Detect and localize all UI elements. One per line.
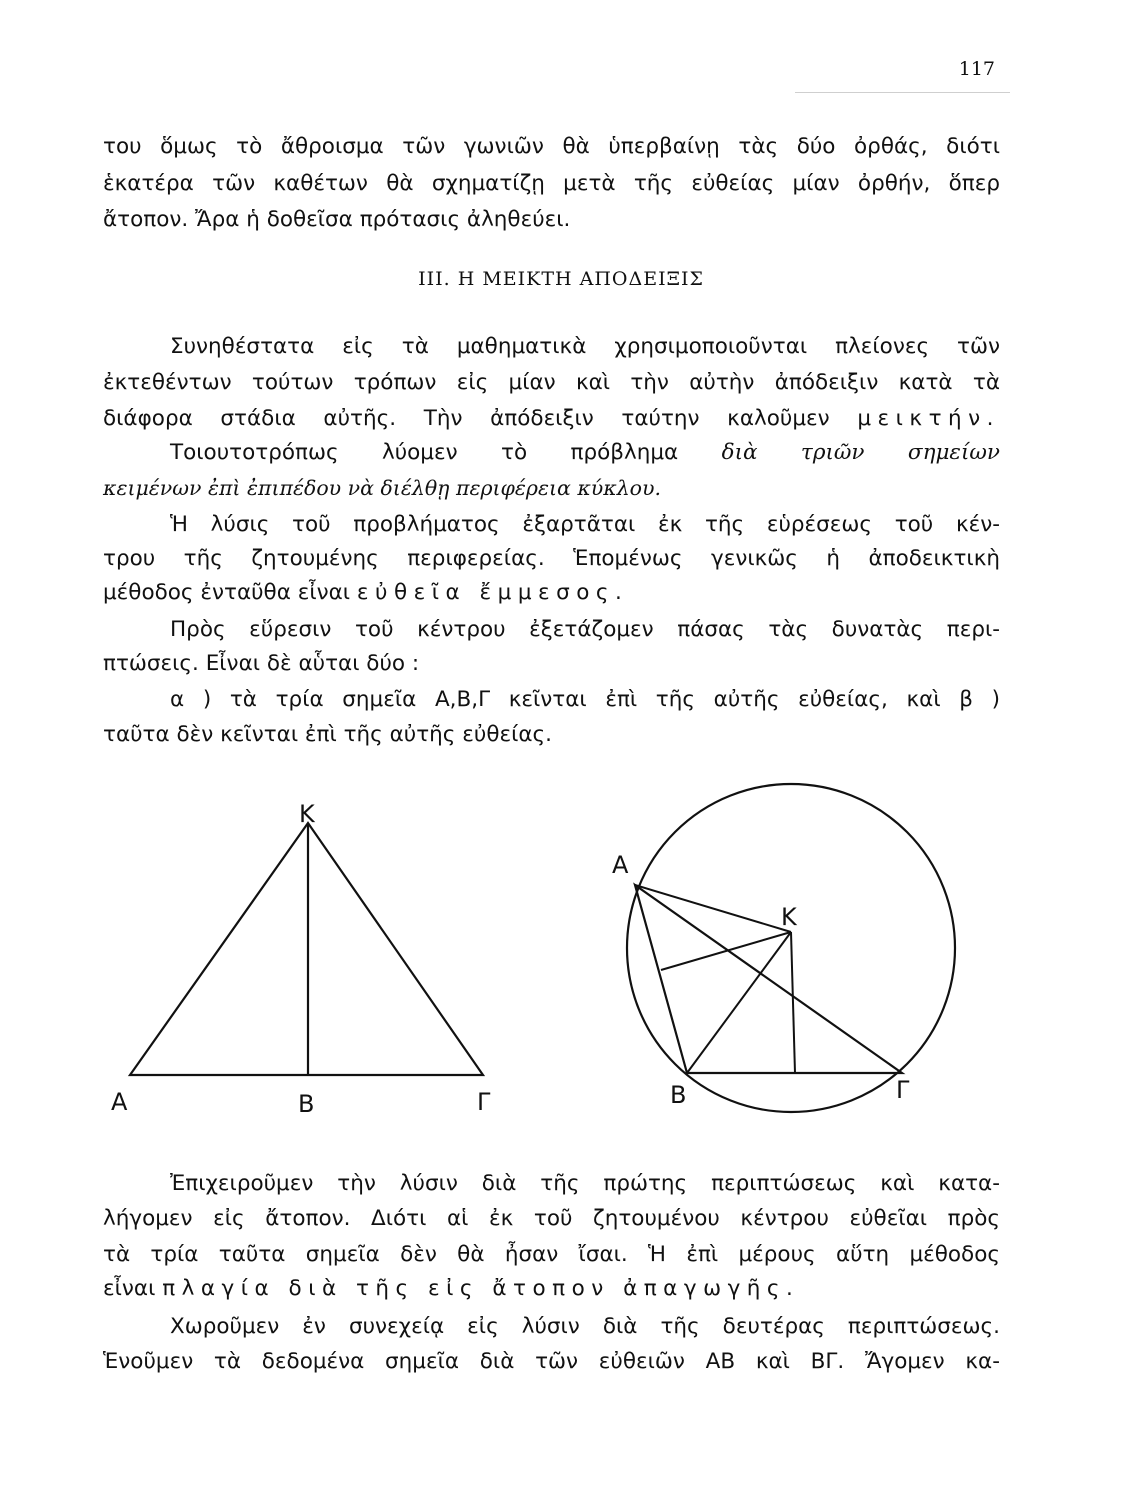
text-line [103, 405, 1000, 433]
figure-circle-through-three-points [600, 780, 1020, 1130]
text-span: εἶναι [103, 1276, 156, 1301]
text-line [170, 439, 1000, 467]
text-line: τὰ τρία ταῦτα σημεῖα δὲν θὰ ἦσαν ἴσαι. Ἡ ἐπὶ μέρους αὕτη μέθοδος [103, 1242, 1000, 1267]
text-span: διάφορα στάδια αὐτῆς. Τὴν ἀπόδειξιν ταύτην καλοῦμεν [103, 406, 830, 431]
segment-ka [635, 885, 791, 932]
label-g: Γ [896, 1076, 910, 1104]
text-line: Χωροῦμεν ἐν συνεχείᾳ εἰς λύσιν διὰ τῆς δευτέρας περιπτώσεως. [170, 1314, 1000, 1339]
label-b: Β [298, 1090, 315, 1118]
label-a: Α [111, 1088, 128, 1116]
text-line: Ἑνοῦμεν τὰ δεδομένα σημεῖα διὰ τῶν εὐθειῶν ΑΒ καὶ ΒΓ. Ἄγομεν κα- [103, 1349, 1000, 1374]
text-line: λήγομεν εἰς ἄτοπον. Διότι αἱ ἐκ τοῦ ζητουμένου κέντρου εὐθεῖαι πρὸς [103, 1206, 1000, 1231]
text-span: Τοιουτοτρόπως λύομεν τὸ πρόβλημα [170, 440, 679, 465]
text-line: α ) τὰ τρία σημεῖα Α,Β,Γ κεῖνται ἐπὶ τῆς αὐτῆς εὐθείας, καὶ β ) [170, 687, 1000, 712]
spaced-term-plagia: πλαγία διὰ τῆς εἰς ἄτοπον ἀπαγωγῆς. [162, 1276, 800, 1301]
label-b: Β [670, 1081, 687, 1109]
label-k: Κ [299, 800, 315, 828]
text-line: τρου τῆς ζητουμένης περιφερείας. Ἑπομένως γενικῶς ἡ ἀποδεικτικὴ [103, 546, 1000, 571]
text-line: του ὅμως τὸ ἄθροισμα τῶν γωνιῶν θὰ ὑπερβαίνῃ τὰς δύο ὀρθάς, διότι [103, 134, 1000, 159]
label-g: Γ [477, 1088, 491, 1116]
triangle-abg [635, 885, 902, 1073]
italic-problem-statement: κειμένων ἐπὶ ἐπιπέδου νὰ διέλθῃ περιφέρεια κύκλου. [103, 476, 662, 500]
figure-collinear-points [105, 790, 515, 1120]
triangle-akg [130, 823, 483, 1075]
text-line: Συνηθέστατα εἰς τὰ μαθηματικὰ χρησιμοποιοῦνται πλείονες τῶν [170, 334, 1000, 359]
page-number: 117 [958, 58, 995, 80]
text-line: ἐκτεθέντων τούτων τρόπων εἰς μίαν καὶ τὴν αὐτὴν ἀπόδειξιν κατὰ τὰ [103, 370, 1000, 395]
section-heading: III. Η ΜΕΙΚΤΗ ΑΠΟΔΕΙΞΙΣ [418, 268, 704, 290]
text-line: ταῦτα δὲν κεῖνται ἐπὶ τῆς αὐτῆς εὐθείας. [103, 722, 553, 747]
text-line: ἑκατέρα τῶν καθέτων θὰ σχηματίζῃ μετὰ τῆς εὐθείας μίαν ὀρθήν, ὅπερ [103, 171, 1000, 196]
perpendicular-bisector-bg [791, 932, 795, 1073]
text-line: πτώσεις. Εἶναι δὲ αὗται δύο : [103, 651, 420, 676]
segment-kb [687, 932, 791, 1073]
spaced-term-eutheia-emmesos: εὐθεῖα ἔμμεσος. [356, 580, 629, 605]
text-line: ἄτοπον. Ἄρα ἡ δοθεῖσα πρότασις ἀληθεύει. [103, 207, 571, 232]
text-line: Ἐπιχειροῦμεν τὴν λύσιν διὰ τῆς πρώτης περιπτώσεως καὶ κατα- [170, 1171, 1000, 1196]
label-a: Α [612, 851, 629, 879]
text-line: Πρὸς εὕρεσιν τοῦ κέντρου ἐξετάζομεν πάσας τὰς δυνατὰς περι- [170, 617, 1000, 642]
perpendicular-bisector-ab [661, 932, 791, 970]
text-line [103, 579, 1000, 607]
text-line [103, 1275, 1000, 1303]
spaced-term-mikti: μεικτήν. [857, 406, 1001, 431]
label-k: Κ [781, 903, 797, 931]
text-span: μέθοδος ἐνταῦθα εἶναι [103, 580, 351, 605]
header-rule [795, 92, 1010, 93]
italic-problem-statement: διὰ τριῶν σημείων [721, 440, 1001, 465]
text-line: Ἡ λύσις τοῦ προβλήματος ἐξαρτᾶται ἐκ τῆς εὑρέσεως τοῦ κέν- [170, 512, 1000, 537]
